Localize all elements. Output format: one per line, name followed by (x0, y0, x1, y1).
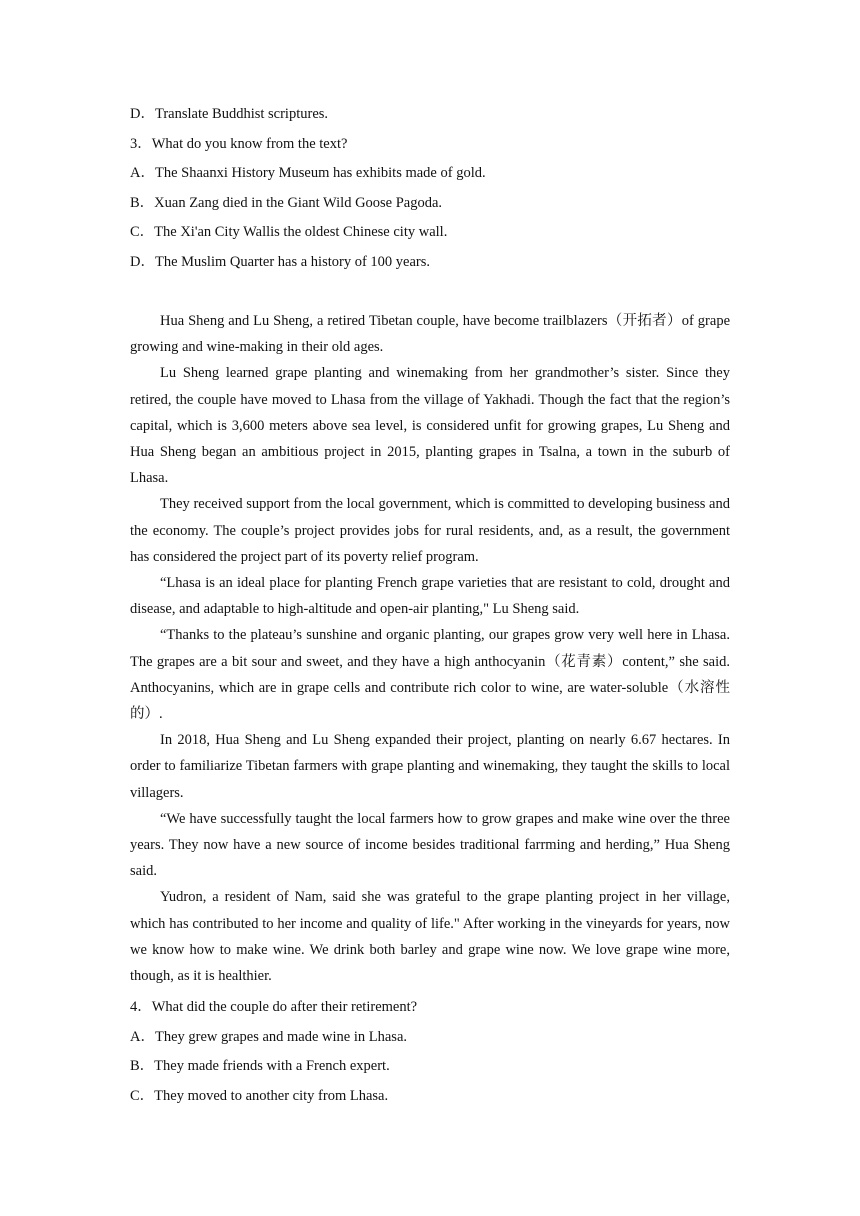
q4-option-b: B．They made friends with a French expert. (130, 1058, 390, 1075)
q4-option-a: A．They grew grapes and made wine in Lhasa. (130, 1028, 408, 1045)
passage-paragraph-2: Lu Sheng learned grape planting and winemaking from her grandmother’s sister. Since they retired, the couple have moved to Lhasa from the village of Yakhadi. Though the fact that the region’s capital, which is 3,600 meters above sea level, is considered unfit for growing grapes, Lu Sheng and Hua Sheng began an ambitious project in 2015, planting grapes in Tsalna, a town in the suburb of Lhasa. (130, 365, 730, 487)
q3-option-a: A．The Shaanxi History Museum has exhibits made of gold. (130, 165, 486, 182)
question-block-top (130, 104, 730, 282)
q4-stem: 4．What did the couple do after their retirement? (130, 999, 418, 1015)
passage-paragraph-7: “We have successfully taught the local farmers how to grow grapes and make wine over the three years. They now have a new source of income besides traditional farrming and herding,” Hua Sheng said. (130, 810, 730, 880)
q4-option-c: C．They moved to another city from Lhasa. (130, 1087, 389, 1104)
q3-option-d: D．The Muslim Quarter has a history of 100 years. (130, 253, 431, 270)
passage-paragraph-1: Hua Sheng and Lu Sheng, a retired Tibetan couple, have become trailblazers（开拓者）of grape growing and wine-making in their old ages. (130, 313, 730, 356)
passage-paragraph-4: “Lhasa is an ideal place for planting French grape varieties that are resistant to cold, drought and disease, and adaptable to high-altitude and open-air planting," Lu Sheng said. (130, 575, 730, 618)
reading-passage (130, 308, 730, 989)
passage-paragraph-6: In 2018, Hua Sheng and Lu Sheng expanded their project, planting on nearly 6.67 hectares. In order to familiarize Tibetan farmers with grape planting and winemaking, they taught the skills to local villagers. (130, 732, 730, 801)
q2-option-d: D．Translate Buddhist scriptures. (130, 106, 329, 122)
passage-paragraph-3: They received support from the local government, which is committed to developing business and the economy. The couple’s project provides jobs for rural residents, and, as a result, the government has considered the project part of its poverty relief program. (130, 496, 730, 565)
question-block-bottom (130, 997, 730, 1115)
passage-paragraph-8: Yudron, a resident of Nam, said she was grateful to the grape planting project in her village, which has contributed to her income and quality of life." After working in the vineyards for years, now we know how to make wine. We drink both barley and grape wine now. We love grape wine more, though, as it is healthier. (130, 889, 730, 985)
q3-option-b: B．Xuan Zang died in the Giant Wild Goose Pagoda. (130, 194, 443, 211)
q3-option-c: C．The Xi'an City Wallis the oldest Chinese city wall. (130, 224, 448, 241)
q3-stem: 3．What do you know from the text? (130, 135, 348, 152)
passage-paragraph-5: “Thanks to the plateau’s sunshine and organic planting, our grapes grow very well here in Lhasa. The grapes are a bit sour and sweet, and they have a high anthocyanin（花青素）content,” she said. Anthocyanins, which are in grape cells and contribute rich color to wine, are water-soluble（水溶性的）. (130, 627, 730, 723)
